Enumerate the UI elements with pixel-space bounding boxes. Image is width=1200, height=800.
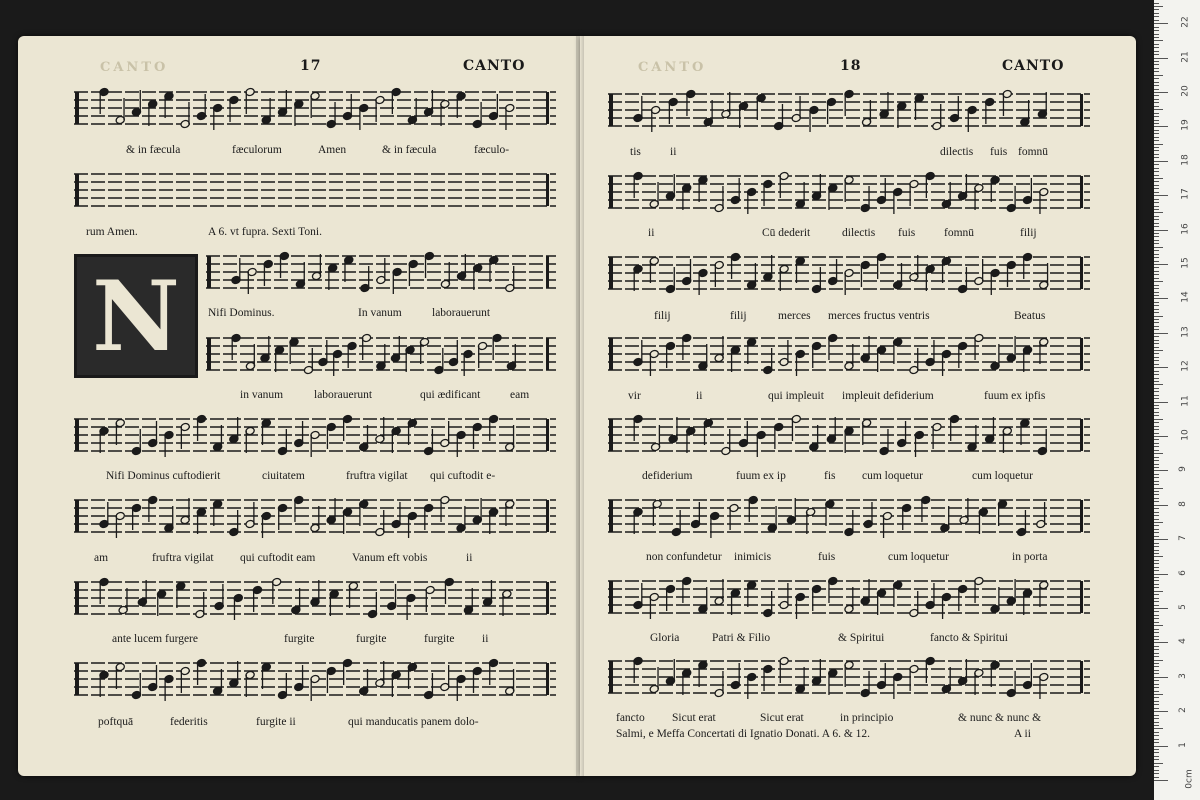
lyric-right-7d: fancto & Spiritui — [930, 632, 1008, 644]
lyric-right-3c: merces — [778, 310, 811, 322]
lyric-right-2f: filij — [1020, 227, 1037, 239]
ruler-label: 17 — [1180, 188, 1191, 200]
music-staff — [608, 251, 1090, 293]
ruler-label: 8 — [1177, 500, 1188, 507]
music-staff — [74, 657, 556, 699]
lyric-right-1a: tis — [630, 146, 641, 158]
page-footer-title: Salmi, e Meffa Concertati di Ignatio Donati. A 6. & 12. — [616, 728, 871, 740]
lyric-left-4c: qui ædificant — [420, 389, 481, 401]
left-page-number: 17 — [300, 58, 322, 74]
lyric-right-3e: Beatus — [1014, 310, 1046, 322]
lyric-left-1e: fæculo- — [474, 144, 510, 156]
lyric-left-1a: & in fæcula — [126, 144, 181, 156]
ruler-label: 6 — [1177, 569, 1188, 576]
clef-icon — [609, 661, 613, 693]
lyric-right-4c: qui impleuit — [768, 390, 824, 402]
ruler-label: 20 — [1180, 85, 1191, 97]
lyric-right-3d: merces fructus ventris — [828, 310, 930, 322]
ruler-label: 1 — [1177, 741, 1188, 748]
lyric-left-2a: rum Amen. — [86, 226, 138, 238]
clef-icon — [609, 176, 613, 208]
lyric-left-7a: ante lucem furgere — [112, 633, 198, 645]
lyric-right-5a: defiderium — [642, 470, 693, 482]
lyric-right-8a: fancto — [616, 712, 645, 724]
lyric-left-7d: furgite — [424, 633, 455, 645]
lyric-left-5b: ciuitatem — [262, 470, 305, 482]
lyric-right-5e: cum loquetur — [972, 470, 1033, 482]
ruler-label: 11 — [1180, 394, 1191, 407]
clef-icon — [609, 338, 613, 370]
lyric-left-3c: laborauerunt — [432, 307, 491, 319]
lyric-left-4b: laborauerunt — [314, 389, 373, 401]
ruler-label: 2 — [1177, 707, 1188, 714]
book-gutter — [576, 36, 584, 776]
lyric-right-2b: Cū dederit — [762, 227, 811, 239]
clef-icon — [75, 92, 79, 124]
clef-icon — [75, 174, 79, 206]
lyric-left-6c: qui cuftodit eam — [240, 552, 316, 564]
lyric-right-4a: vir — [628, 390, 641, 402]
clef-icon — [75, 500, 79, 532]
lyric-right-2e: fomnū — [944, 227, 975, 239]
lyric-right-8c: Sicut erat — [760, 712, 804, 724]
lyric-left-6a: am — [94, 552, 109, 564]
music-staff — [74, 413, 556, 455]
lyric-right-7a: Gloria — [650, 632, 680, 644]
music-staff — [608, 332, 1090, 374]
lyric-left-1b: fæculorum — [232, 144, 282, 156]
lyric-left-1d: & in fæcula — [382, 144, 437, 156]
ruler-label: 21 — [1180, 50, 1191, 63]
ruler-label: 10 — [1180, 429, 1191, 441]
lyric-right-6e: in porta — [1012, 551, 1048, 563]
ruler-label: 15 — [1180, 257, 1191, 269]
music-staff — [608, 575, 1090, 617]
clef-icon — [609, 257, 613, 289]
lyric-left-6e: ii — [466, 552, 473, 564]
lyric-left-8c: furgite ii — [256, 716, 296, 728]
lyric-right-5d: cum loquetur — [862, 470, 923, 482]
lyric-right-1b: ii — [670, 146, 677, 158]
lyric-right-3a: filij — [654, 310, 671, 322]
lyric-left-8d: qui manducatis panem dolo- — [348, 716, 479, 728]
lyric-right-3b: filij — [730, 310, 747, 322]
lyric-left-2b: A 6. vt fupra. Sexti Toni. — [208, 226, 322, 238]
ruler-label: 14 — [1180, 291, 1191, 304]
lyric-right-8e: & nunc & nunc & — [958, 712, 1042, 724]
lyric-left-4a: in vanum — [240, 389, 284, 401]
lyric-left-6d: Vanum eft vobis — [352, 552, 428, 564]
lyric-right-1e: fomnū — [1018, 146, 1049, 158]
music-staff — [74, 576, 556, 618]
clef-icon — [609, 94, 613, 126]
initial-letter: N — [92, 259, 180, 373]
lyric-left-8a: poftquā — [98, 716, 134, 728]
clef-icon — [609, 419, 613, 451]
clef-icon — [207, 256, 211, 288]
lyric-right-5c: fis — [824, 470, 836, 482]
music-staff — [74, 168, 556, 210]
ruler-label: 12 — [1180, 360, 1191, 372]
music-staff — [74, 494, 556, 536]
ruler-label: 18 — [1180, 154, 1191, 166]
lyric-right-8d: in principio — [840, 712, 894, 724]
ruler-label: 7 — [1177, 535, 1188, 542]
lyric-left-6b: fruftra vigilat — [152, 552, 214, 564]
clef-icon — [609, 581, 613, 613]
music-staff — [608, 655, 1090, 697]
lyric-left-7e: ii — [482, 633, 489, 645]
page-signature: A ii — [1014, 728, 1031, 740]
lyric-right-6a: non confundetur — [646, 551, 722, 563]
lyric-left-7b: furgite — [284, 633, 315, 645]
lyric-left-3a: Nifi Dominus. — [208, 307, 275, 319]
lyric-left-3b: In vanum — [358, 307, 402, 319]
ruler-label: 19 — [1180, 119, 1191, 132]
lyric-right-4d: impleuit defiderium — [842, 390, 934, 402]
lyric-right-6b: inimicis — [734, 551, 772, 563]
music-staff — [608, 170, 1090, 212]
lyric-left-1c: Amen — [318, 144, 347, 156]
lyric-right-1c: dilectis — [940, 146, 974, 158]
clef-icon — [609, 500, 613, 532]
measuring-ruler — [1154, 0, 1200, 800]
lyric-right-7c: & Spiritui — [838, 632, 885, 644]
lyric-left-7c: furgite — [356, 633, 387, 645]
lyric-right-8b: Sicut erat — [672, 712, 716, 724]
ruler-label: 0cm — [1184, 769, 1195, 789]
right-page-number: 18 — [840, 58, 862, 74]
right-ghost-header: CANTO — [638, 60, 707, 75]
lyric-left-4d: eam — [510, 389, 530, 401]
lyric-left-5c: fruftra vigilat — [346, 470, 408, 482]
ruler-label: 5 — [1177, 604, 1188, 610]
decorative-initial — [74, 254, 198, 378]
lyric-right-4b: ii — [696, 390, 703, 402]
ruler-label: 22 — [1180, 16, 1191, 28]
lyric-right-5b: fuum ex ip — [736, 470, 786, 482]
clef-icon — [75, 419, 79, 451]
left-ghost-header: CANTO — [100, 60, 169, 75]
clef-icon — [75, 582, 79, 614]
lyric-left-5d: qui cuftodit e- — [430, 470, 496, 482]
lyric-right-6d: cum loquetur — [888, 551, 949, 563]
lyric-left-5a: Nifi Dominus cuftodierit — [106, 470, 221, 482]
clef-icon — [207, 338, 211, 370]
lyric-right-4e: fuum ex ipfis — [984, 390, 1046, 402]
right-section-title: CANTO — [1002, 58, 1065, 74]
ruler-label: 9 — [1177, 466, 1188, 473]
music-staff — [608, 494, 1090, 536]
lyric-right-7b: Patri & Filio — [712, 632, 771, 644]
music-staff — [608, 88, 1090, 130]
left-section-title: CANTO — [463, 58, 526, 74]
ruler-label: 3 — [1177, 672, 1188, 679]
lyric-right-2a: ii — [648, 227, 655, 239]
ruler-label: 13 — [1180, 326, 1191, 338]
lyric-right-2d: fuis — [898, 227, 916, 239]
ruler-label: 16 — [1180, 222, 1191, 235]
music-staff — [206, 250, 556, 292]
music-staff — [608, 413, 1090, 455]
lyric-right-1d: fuis — [990, 146, 1008, 158]
lyric-right-6c: fuis — [818, 551, 836, 563]
clef-icon — [75, 663, 79, 695]
music-staff — [74, 86, 556, 128]
lyric-left-8b: federitis — [170, 716, 208, 728]
lyric-right-2c: dilectis — [842, 227, 876, 239]
music-staff — [206, 332, 556, 374]
ruler-label: 4 — [1177, 638, 1188, 645]
